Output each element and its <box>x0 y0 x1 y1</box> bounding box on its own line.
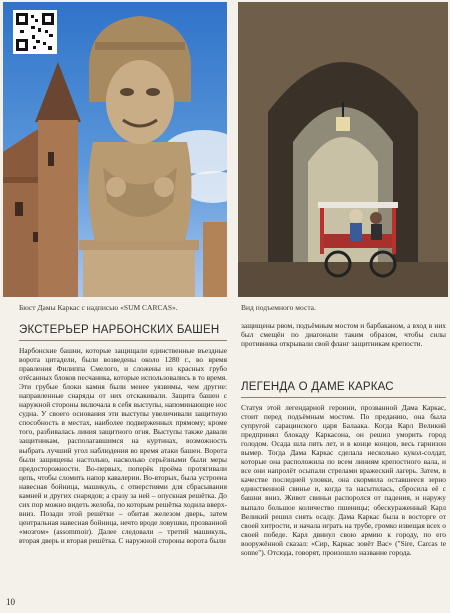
bust-photo-illustration <box>3 2 227 297</box>
left-body-text: Нарбонские башни, которые защищали единственные въездные ворота цитадели, были возведены около 1280 г., во время правления Филиппа Смелого, и сложены из красных грубо отёсанных блоков песчаника, которые использовались в то время. Эти грубые блоки камня были менее уязвимы, чем другие: направленные снаряды от них отскакивали. Защита башен с наружной стороны включала в себя выступы, напоминающие нос судна. У своего основания эти выступы увеличивали защитную способность в местах, наиболее подверженных прямому; кроме того, разбивалась линия защитного огня. Выступы также давали защитникам, располагавшимся на куртинах, возможность выбрать лучший угол наблюдения во время атаки башен. Ворота были защищены настолько, насколько серьёзными были меры предосторожности. Во-первых, поперёк проёма протягивали цепь, чтобы сломить напор кавалерии. Во-вторых, была устроена навесная бойница, машикуль, с отверстиями для сбрасывания камней и других снарядов; а сразу за ней – опускная решётка. До сих пор можно видеть желоба, по которым решётка ходила вверх-вниз. Позади этой решётки – обитая железом дверь, затем центральная навесная бойница, нечто вроде ловушки, прозванной «мозгом» (assommoir). Далее следовали – третий машикуль, вторая дверь и вторая решётка. С наружной стороны ворота были <box>19 346 227 545</box>
drawbridge-photo-illustration <box>238 2 448 297</box>
dame-carcas-bust-photo <box>3 2 227 297</box>
left-section-heading: ЭКСТЕРЬЕР НАРБОНСКИХ БАШЕН <box>19 324 220 336</box>
right-body-text: Статуя этой легендарной героини, прозванной Дама Каркас, стоит перед подъёмным мостом. По преданию, она была супругой сарацинского царя Балаака. Когда Карл Великий предпринял блокаду Каркасона, он решил уморить город голодом. Осада шла пять лет, и в конце концов, весь гарнизон вымер. Тогда Дама Каркас сделала несколько кукол-солдат, которые она расположила по всем линиям крепостного вала, и все они напролёт осыпали стрелами вражеский лагерь. Затем, в качестве последней уловки, она скормила оставшееся зерно единственной свинье и, когда та насытилась, сбросила её с башни вниз. Живот свиньи распоролся от падения, и наружу выпало большое количество пшеницы; обескураженный Карл Великий решил снять осаду. Дама Каркас была в восторге от своей хитрости, и начала играть на трубе, громко извещая всех о своей победе. Карл двинул свою армию к городу, по его вооружённой сказал: «Сир, Каркас зовёт Вас» ("Sire, Carcas te sonne"). Отсюда, говорят, произошло название города. <box>241 403 446 557</box>
left-heading-rule <box>19 340 227 341</box>
caption-left: Бюст Дамы Каркас с надписью «SUM CARCAS». <box>19 303 178 312</box>
right-section-heading: ЛЕГЕНДА О ДАМЕ КАРКАС <box>241 381 394 393</box>
page-number: 10 <box>6 597 15 607</box>
caption-right: Вид подъемного моста. <box>241 303 316 312</box>
right-heading-rule <box>241 397 446 398</box>
drawbridge-photo <box>238 2 448 297</box>
right-body-top-text: защищены рвом, подъёмным мостом и барбаканом, а вход в них был смещён по диагонали таким образом, чтобы силы противника открывали свой фланг защитникам крепости. <box>241 321 446 349</box>
